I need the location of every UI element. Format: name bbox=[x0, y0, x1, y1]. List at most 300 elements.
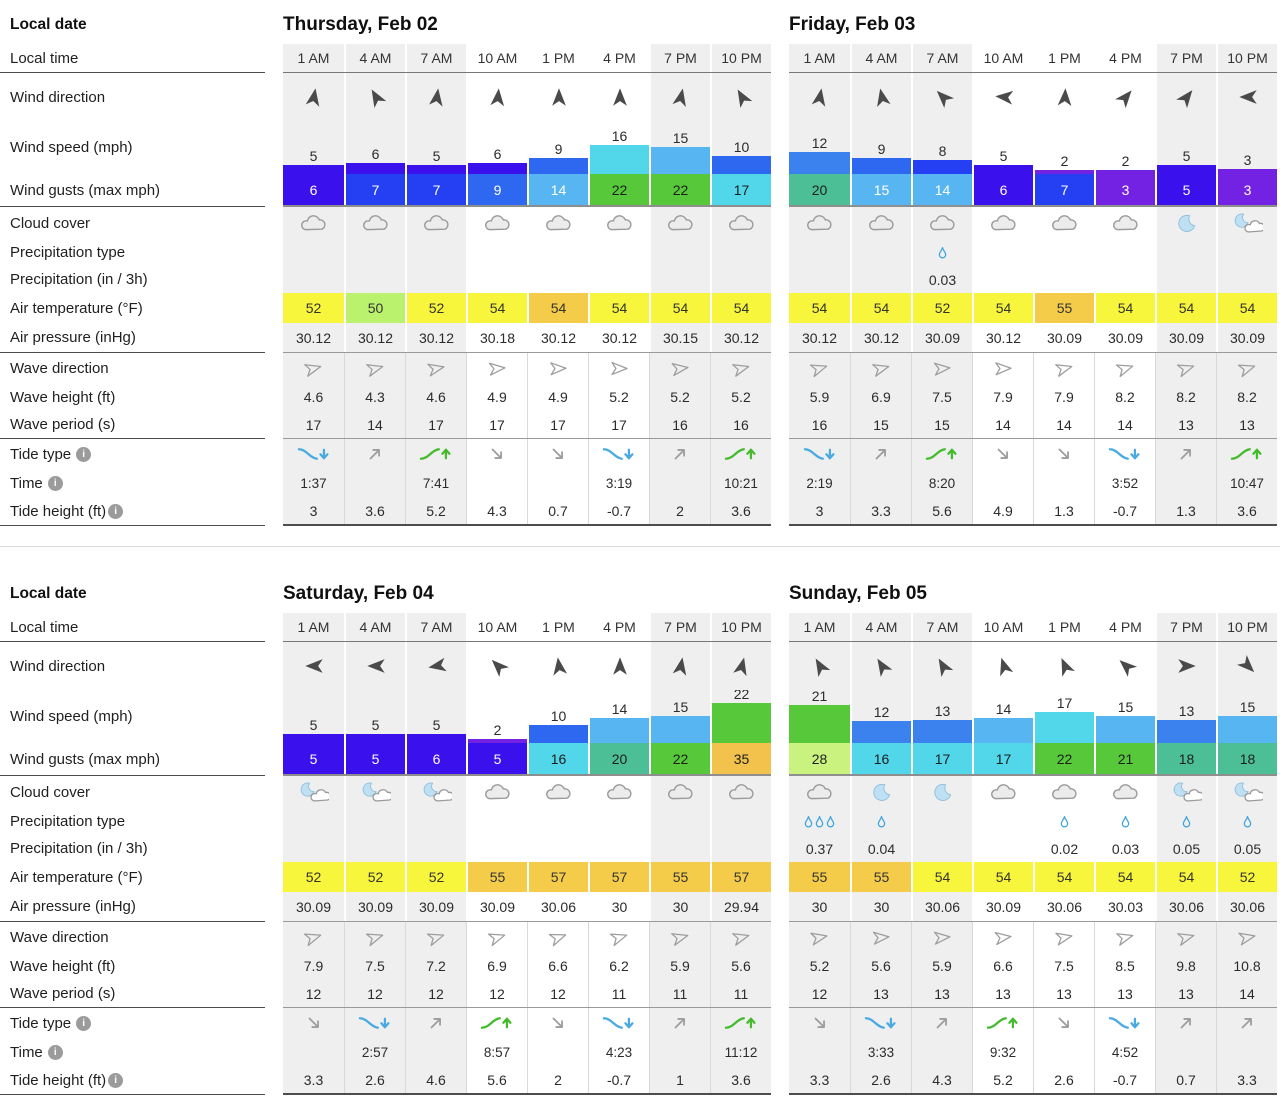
row-tide bbox=[283, 1008, 771, 1038]
wind-speed-value: 21 bbox=[811, 690, 828, 704]
wind-direction-cell bbox=[972, 73, 1033, 121]
time-label: 10 AM bbox=[477, 619, 518, 635]
wind-speed-bar-group bbox=[346, 121, 405, 174]
wave-height-value: 7.9 bbox=[303, 958, 324, 974]
wind-gust-cell bbox=[1155, 743, 1216, 774]
tide-type-cell bbox=[710, 1008, 771, 1038]
row-label-text: Local time bbox=[10, 49, 79, 67]
tide-height-value: 4.6 bbox=[426, 1071, 446, 1088]
tide-time-cell bbox=[466, 1038, 527, 1066]
time-header-cell bbox=[527, 44, 588, 72]
wind-speed-cell bbox=[1155, 690, 1216, 743]
tide-time-value: 3:52 bbox=[1111, 475, 1139, 491]
time-label: 10 AM bbox=[477, 50, 518, 66]
wind-speed-value: 22 bbox=[733, 690, 750, 702]
air-pressure-value: 30.18 bbox=[479, 329, 516, 346]
rising-tide-icon bbox=[671, 445, 689, 463]
wave-direction-arrow-icon bbox=[933, 928, 952, 947]
row-ptype bbox=[789, 808, 1277, 835]
time-label: 1 PM bbox=[1048, 50, 1081, 66]
tide-type-cell bbox=[466, 1008, 527, 1038]
time-label: 1 AM bbox=[297, 50, 330, 66]
wave-period-cell bbox=[1216, 980, 1277, 1007]
wave-height-cell bbox=[1094, 952, 1155, 980]
precip-amount-cell bbox=[588, 266, 649, 293]
cloud-cover-cell bbox=[1094, 207, 1155, 239]
tide-height-value: 0.7 bbox=[548, 502, 568, 519]
row-label-text: Air pressure (inHg) bbox=[10, 329, 136, 346]
wave-period-value: 14 bbox=[1117, 416, 1133, 433]
moon-cloud-icon bbox=[1233, 782, 1263, 803]
precip-amount-cell bbox=[1033, 835, 1094, 862]
wind-speed-bar bbox=[974, 718, 1033, 743]
air-pressure-cell bbox=[344, 323, 405, 352]
tide-time-cell bbox=[789, 1038, 850, 1066]
tide-type-cell bbox=[283, 1008, 344, 1038]
precip-amount-cell bbox=[649, 266, 710, 293]
raindrop-icon bbox=[1121, 815, 1130, 828]
wind-gust-value: 9 bbox=[468, 174, 527, 205]
wave-height-value: 7.9 bbox=[993, 389, 1013, 405]
tide-time-cell bbox=[1155, 469, 1216, 497]
wind-speed-value: 15 bbox=[672, 130, 689, 146]
air-pressure-value: 30.12 bbox=[357, 329, 394, 346]
tide-time-cell bbox=[789, 469, 850, 497]
wave-height-cell bbox=[1155, 952, 1216, 980]
time-header-cell bbox=[1094, 44, 1155, 72]
precip-amount-cell bbox=[344, 266, 405, 293]
wind-gust-value: 7 bbox=[407, 174, 466, 205]
wind-speed-cell bbox=[789, 121, 850, 174]
cloud-cover-cell bbox=[911, 776, 972, 808]
wave-height-value: 4.6 bbox=[426, 389, 446, 405]
wind-speed-bar bbox=[974, 165, 1033, 174]
time-label: 1 AM bbox=[803, 50, 836, 66]
tide-time-cell bbox=[710, 1038, 771, 1066]
cloud-icon bbox=[928, 213, 958, 233]
wave-period-cell bbox=[972, 980, 1033, 1007]
wind-gust-value: 5 bbox=[346, 743, 405, 774]
wave-direction-cell bbox=[466, 353, 527, 383]
time-header-cell bbox=[283, 44, 344, 72]
row-label bbox=[0, 239, 265, 266]
air-pressure-cell bbox=[405, 892, 466, 921]
air-pressure-cell bbox=[1094, 323, 1155, 352]
wind-speed-value: 15 bbox=[1117, 699, 1134, 715]
moon-cloud-icon bbox=[299, 782, 329, 803]
wind-speed-bar bbox=[468, 163, 527, 174]
wind-gust-cell bbox=[1094, 743, 1155, 774]
wind-direction-arrow-icon bbox=[670, 655, 692, 677]
wave-direction-arrow-icon bbox=[732, 359, 751, 378]
tide-time-value: 3:33 bbox=[867, 1044, 895, 1060]
precip-type-cell bbox=[1094, 239, 1155, 266]
wind-direction-arrow-icon bbox=[365, 655, 387, 677]
cloud-cover-cell bbox=[405, 207, 466, 239]
wind-speed-bar-group bbox=[407, 121, 466, 174]
wave-height-cell bbox=[405, 383, 466, 411]
tide-height-value: 1.3 bbox=[1176, 502, 1196, 519]
air-pressure-value: 30.15 bbox=[662, 329, 699, 346]
tide-height-cell bbox=[527, 1066, 588, 1093]
wave-direction-cell bbox=[405, 353, 466, 383]
wave-direction-cell bbox=[789, 922, 850, 952]
cloud-icon bbox=[605, 213, 635, 233]
wind-direction-arrow-icon bbox=[731, 86, 753, 108]
row-text bbox=[789, 266, 1277, 293]
wave-height-cell bbox=[283, 383, 344, 411]
wave-height-value: 5.9 bbox=[932, 958, 952, 974]
wave-period-cell bbox=[789, 980, 850, 1007]
wave-direction-arrow-icon bbox=[1055, 359, 1074, 378]
rising-tide-icon bbox=[1238, 1014, 1256, 1032]
rising-tide-icon bbox=[933, 1014, 951, 1032]
precip-amount-cell bbox=[1094, 266, 1155, 293]
wave-period-cell bbox=[1033, 980, 1094, 1007]
wind-speed-cell bbox=[911, 121, 972, 174]
raindrop-group bbox=[804, 815, 835, 828]
row-text bbox=[283, 980, 771, 1008]
time-label: 7 AM bbox=[926, 619, 959, 635]
time-label: 1 PM bbox=[542, 619, 575, 635]
wave-height-value: 6.9 bbox=[871, 389, 891, 405]
wind-direction-arrow-icon bbox=[871, 86, 893, 108]
wave-direction-arrow-icon bbox=[488, 928, 507, 947]
wind-gust-cell bbox=[344, 174, 405, 205]
wind-gust-value: 5 bbox=[468, 743, 527, 774]
row-label-text: Wave direction bbox=[10, 928, 109, 946]
info-icon[interactable]: i bbox=[108, 504, 123, 519]
air-temperature-value: 52 bbox=[283, 862, 344, 892]
wave-direction-arrow-icon bbox=[427, 928, 446, 947]
tide-time-value: 7:41 bbox=[422, 475, 450, 491]
air-temperature-cell bbox=[527, 862, 588, 892]
wave-height-cell bbox=[1216, 383, 1277, 411]
wave-height-cell bbox=[1155, 383, 1216, 411]
row-label bbox=[0, 439, 265, 469]
raindrop-icon bbox=[1060, 815, 1069, 828]
wind-direction-cell bbox=[789, 73, 850, 121]
wind-speed-bar bbox=[407, 734, 466, 743]
tide-time-value: 8:20 bbox=[928, 475, 956, 491]
cloud-cover-cell bbox=[649, 207, 710, 239]
day-title: Sunday, Feb 05 bbox=[789, 583, 927, 604]
cloud-cover-cell bbox=[789, 776, 850, 808]
tide-height-cell bbox=[972, 497, 1033, 524]
wave-height-cell bbox=[1216, 952, 1277, 980]
tide-height-cell bbox=[1216, 497, 1277, 524]
time-label: 10 PM bbox=[1227, 619, 1268, 635]
wind-speed-bar bbox=[789, 152, 850, 174]
precip-amount-cell bbox=[972, 266, 1033, 293]
wind-gust-cell bbox=[789, 743, 850, 774]
cloud-icon bbox=[727, 213, 757, 233]
tide-height-cell bbox=[1155, 497, 1216, 524]
tide-height-value: 2 bbox=[676, 502, 684, 519]
wave-period-value: 13 bbox=[1178, 416, 1194, 433]
air-pressure-cell bbox=[588, 892, 649, 921]
wind-gust-value: 28 bbox=[789, 743, 850, 774]
cloud-cover-cell bbox=[1155, 776, 1216, 808]
info-icon[interactable]: i bbox=[48, 476, 63, 491]
tide-height-cell bbox=[789, 1066, 850, 1093]
row-time bbox=[283, 613, 771, 642]
wave-height-cell bbox=[789, 383, 850, 411]
wind-gust-cell bbox=[588, 174, 649, 205]
wave-period-value: 17 bbox=[550, 416, 566, 433]
precip-amount-cell bbox=[850, 835, 911, 862]
wave-period-cell bbox=[527, 980, 588, 1007]
wind-gust-value: 17 bbox=[913, 743, 972, 774]
precip-type-cell bbox=[405, 239, 466, 266]
row-temp bbox=[789, 862, 1277, 892]
tide-height-value: 3.6 bbox=[365, 502, 385, 519]
wave-height-value: 7.2 bbox=[426, 958, 446, 974]
air-pressure-cell bbox=[911, 892, 972, 921]
wind-gust-cell bbox=[466, 743, 527, 774]
time-header-cell bbox=[344, 44, 405, 72]
wave-direction-cell bbox=[1094, 353, 1155, 383]
time-header-cell bbox=[405, 44, 466, 72]
high-tide-icon bbox=[480, 1014, 514, 1032]
tide-height-value: 3.6 bbox=[731, 502, 751, 519]
wave-height-value: 4.9 bbox=[548, 389, 568, 405]
wind-speed-value: 13 bbox=[1178, 703, 1195, 719]
wind-speed-bar bbox=[852, 158, 911, 174]
wind-direction-arrow-icon bbox=[1237, 655, 1259, 677]
wave-period-value: 12 bbox=[550, 985, 566, 1002]
air-pressure-value: 30.12 bbox=[418, 329, 455, 346]
cloud-cover-cell bbox=[710, 776, 771, 808]
wind-speed-value: 3 bbox=[1243, 152, 1252, 168]
row-label bbox=[0, 613, 265, 642]
moon-cloud-icon bbox=[361, 782, 391, 803]
row-label bbox=[0, 121, 265, 174]
time-header-cell bbox=[1033, 44, 1094, 72]
wave-direction-cell bbox=[405, 922, 466, 952]
tide-time-cell bbox=[1216, 1038, 1277, 1066]
tide-height-cell bbox=[649, 497, 710, 524]
wave-period-value: 13 bbox=[873, 985, 889, 1002]
wave-direction-cell bbox=[911, 353, 972, 383]
wave-direction-arrow-icon bbox=[732, 928, 751, 947]
tide-type-cell bbox=[283, 439, 344, 469]
air-temperature-value: 54 bbox=[789, 293, 850, 323]
cloud-icon bbox=[483, 782, 513, 802]
wind-direction-cell bbox=[972, 642, 1033, 690]
time-header-cell bbox=[588, 613, 649, 641]
row-label bbox=[0, 952, 265, 980]
air-temperature-value: 54 bbox=[852, 293, 911, 323]
tide-type-cell bbox=[1155, 1008, 1216, 1038]
wind-gust-value: 14 bbox=[529, 174, 588, 205]
wind-speed-bar-group bbox=[590, 121, 649, 174]
info-icon[interactable]: i bbox=[108, 1073, 123, 1088]
wave-period-value: 11 bbox=[733, 985, 749, 1002]
wave-period-cell bbox=[1094, 411, 1155, 438]
wind-direction-arrow-icon bbox=[993, 655, 1015, 677]
air-temperature-cell bbox=[850, 293, 911, 323]
row-labels-column bbox=[0, 6, 265, 526]
row-label-text: Tide height (ft) bbox=[10, 1071, 107, 1089]
time-label: 4 AM bbox=[359, 50, 392, 66]
wind-direction-cell bbox=[789, 642, 850, 690]
cloud-icon bbox=[989, 782, 1019, 802]
wave-direction-cell bbox=[1155, 922, 1216, 952]
tide-type-cell bbox=[405, 439, 466, 469]
time-label: 1 PM bbox=[542, 50, 575, 66]
wave-direction-arrow-icon bbox=[994, 928, 1013, 947]
air-pressure-cell bbox=[789, 323, 850, 352]
row-windspd bbox=[789, 690, 1277, 743]
high-tide-icon bbox=[1230, 445, 1264, 463]
tide-height-value: 3.3 bbox=[871, 502, 891, 519]
day-forecast-table bbox=[283, 6, 771, 526]
air-temperature-value: 54 bbox=[913, 862, 972, 892]
time-header-cell bbox=[649, 613, 710, 641]
low-tide-icon bbox=[297, 445, 331, 463]
wave-direction-cell bbox=[1155, 353, 1216, 383]
wave-period-value: 14 bbox=[367, 416, 383, 433]
wave-period-cell bbox=[850, 411, 911, 438]
tide-height-cell bbox=[1094, 1066, 1155, 1093]
precip-amount-cell bbox=[972, 835, 1033, 862]
tide-height-value: 4.9 bbox=[993, 502, 1013, 519]
air-temperature-cell bbox=[1216, 862, 1277, 892]
wind-gust-value: 22 bbox=[651, 174, 710, 205]
precip-amount-cell bbox=[1216, 266, 1277, 293]
precip-type-cell bbox=[283, 808, 344, 835]
wave-period-value: 13 bbox=[1239, 416, 1255, 433]
wave-height-value: 6.9 bbox=[487, 958, 507, 974]
wave-period-value: 13 bbox=[1117, 985, 1133, 1002]
info-icon[interactable]: i bbox=[48, 1045, 63, 1060]
day-forecast-table bbox=[283, 575, 771, 1095]
wave-period-value: 13 bbox=[1056, 985, 1072, 1002]
cloud-cover-cell bbox=[588, 207, 649, 239]
wave-height-value: 4.9 bbox=[487, 389, 507, 405]
tide-type-cell bbox=[850, 1008, 911, 1038]
wind-direction-cell bbox=[911, 642, 972, 690]
air-temperature-value: 52 bbox=[346, 862, 405, 892]
low-tide-icon bbox=[602, 445, 636, 463]
time-label: 10 PM bbox=[1227, 50, 1268, 66]
wind-speed-cell bbox=[1216, 690, 1277, 743]
wind-speed-cell bbox=[710, 690, 771, 743]
wind-gust-cell bbox=[344, 743, 405, 774]
wind-speed-cell bbox=[1094, 690, 1155, 743]
precip-type-cell bbox=[344, 239, 405, 266]
wave-direction-arrow-icon bbox=[1238, 928, 1257, 947]
wind-speed-cell bbox=[283, 121, 344, 174]
rising-tide-icon bbox=[427, 1014, 445, 1032]
tide-height-cell bbox=[466, 497, 527, 524]
precip-amount-cell bbox=[1216, 835, 1277, 862]
info-icon[interactable]: i bbox=[76, 1016, 91, 1031]
tide-time-value: 2:57 bbox=[361, 1044, 389, 1060]
row-label bbox=[0, 922, 265, 952]
wind-speed-value: 13 bbox=[934, 703, 951, 719]
tide-height-cell bbox=[344, 497, 405, 524]
wind-speed-bar-group bbox=[346, 690, 405, 743]
row-label-text: Wind direction bbox=[10, 657, 106, 675]
row-label-text: Wind gusts (max mph) bbox=[10, 750, 161, 768]
row-ptype bbox=[283, 239, 771, 266]
wind-speed-bar-group bbox=[1035, 690, 1094, 743]
wave-period-value: 16 bbox=[811, 416, 828, 433]
wind-direction-arrow-icon bbox=[487, 655, 509, 677]
air-pressure-value: 30.09 bbox=[924, 329, 961, 346]
wind-speed-value: 17 bbox=[1056, 695, 1073, 711]
wind-gust-value: 6 bbox=[407, 743, 466, 774]
precip-type-cell bbox=[972, 808, 1033, 835]
air-pressure-value: 30.12 bbox=[863, 329, 900, 346]
cloud-cover-cell bbox=[344, 776, 405, 808]
row-label-text: Wind speed (mph) bbox=[10, 139, 133, 156]
row-label-text: Wave height (ft) bbox=[10, 957, 116, 975]
wind-speed-bar-group bbox=[789, 121, 850, 174]
row-text bbox=[789, 469, 1277, 497]
precip-amount-cell bbox=[710, 835, 771, 862]
tide-time-cell bbox=[344, 469, 405, 497]
row-label bbox=[0, 469, 265, 497]
row-text bbox=[789, 323, 1277, 353]
air-pressure-value: 30 bbox=[811, 898, 828, 915]
high-tide-icon bbox=[724, 445, 758, 463]
wave-height-value: 4.6 bbox=[303, 389, 324, 405]
row-tide bbox=[283, 439, 771, 469]
time-header-cell bbox=[1033, 613, 1094, 641]
time-label: 4 AM bbox=[865, 50, 898, 66]
cloud-icon bbox=[666, 213, 696, 233]
row-text bbox=[789, 497, 1277, 526]
raindrop-group bbox=[877, 815, 886, 828]
raindrop-icon bbox=[815, 815, 824, 828]
info-icon[interactable]: i bbox=[76, 447, 91, 462]
wind-gust-value: 6 bbox=[974, 174, 1033, 205]
tide-type-cell bbox=[911, 1008, 972, 1038]
air-temperature-value: 54 bbox=[590, 293, 649, 323]
wave-height-value: 5.2 bbox=[670, 389, 690, 405]
time-header-cell bbox=[466, 44, 527, 72]
wave-direction-cell bbox=[466, 922, 527, 952]
row-time bbox=[789, 44, 1277, 73]
cloud-cover-cell bbox=[1033, 207, 1094, 239]
wind-speed-bar-group bbox=[852, 121, 911, 174]
wave-period-value: 17 bbox=[305, 416, 322, 433]
row-winddir bbox=[283, 73, 771, 121]
wind-speed-bar-group bbox=[1218, 121, 1277, 174]
tide-type-cell bbox=[344, 1008, 405, 1038]
precip-amount-cell bbox=[1155, 835, 1216, 862]
air-pressure-value: 30.12 bbox=[723, 329, 760, 346]
wave-period-cell bbox=[789, 411, 850, 438]
wave-direction-cell bbox=[649, 922, 710, 952]
row-cloud bbox=[283, 776, 771, 808]
row-label-text: Local time bbox=[10, 618, 79, 636]
precip-type-cell bbox=[789, 239, 850, 266]
tide-time-cell bbox=[466, 469, 527, 497]
precip-amount-cell bbox=[466, 266, 527, 293]
wind-speed-bar bbox=[529, 158, 588, 174]
wind-speed-bar-group bbox=[1096, 690, 1155, 743]
cloud-icon bbox=[1050, 213, 1080, 233]
row-temp bbox=[789, 293, 1277, 323]
air-temperature-cell bbox=[405, 293, 466, 323]
air-temperature-value: 54 bbox=[1218, 293, 1277, 323]
row-label-text: Wind gusts (max mph) bbox=[10, 181, 161, 199]
air-temperature-value: 54 bbox=[1096, 862, 1155, 892]
